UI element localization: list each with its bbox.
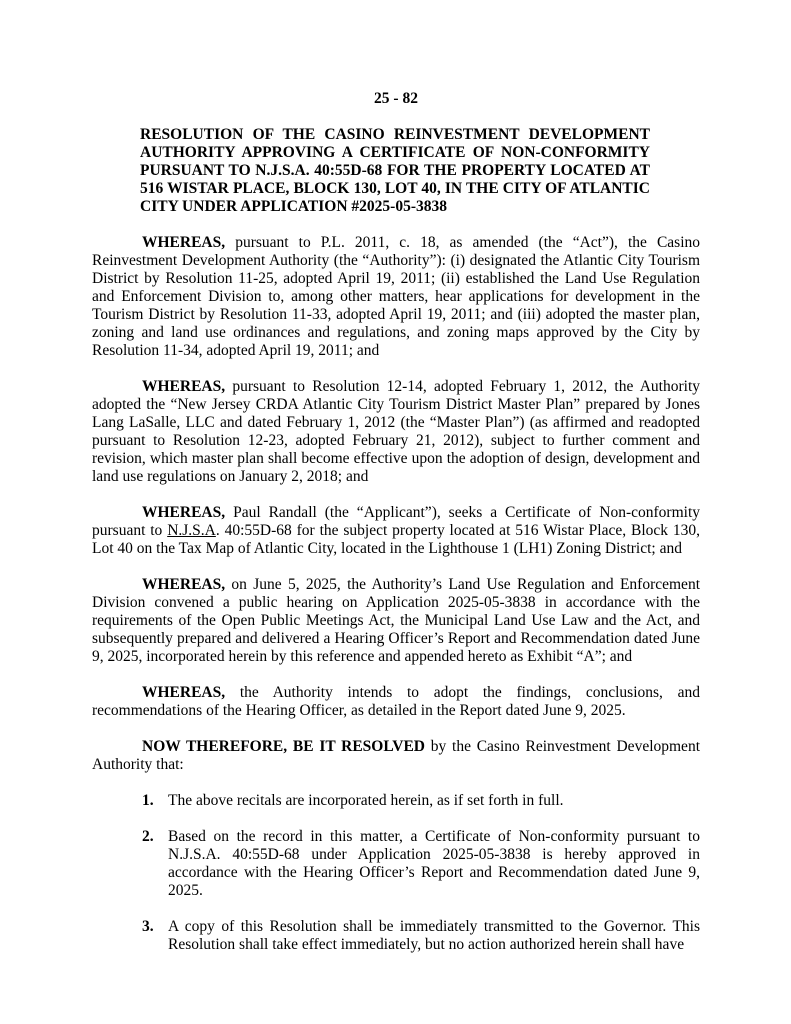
whereas-body: . 40:55D-68 for the subject property located at 516 Wistar Place, Block 130, Lot 40 on the Tax Map of Atlantic City, located in the Lighthouse 1 (LH1) Zoning District; and [92, 522, 700, 557]
whereas-body: the Authority intends to adopt the findings, conclusions, and recommendations of the Hearing Officer, as detailed in the Report dated June 9, 2025. [92, 684, 700, 719]
whereas-lead: WHEREAS, [142, 234, 226, 251]
item-text: The above recitals are incorporated herein, as if set forth in full. [168, 792, 564, 809]
resolution-number: 25 - 82 [374, 90, 418, 107]
whereas-lead: WHEREAS, [142, 576, 226, 593]
resolved-item-2 [142, 828, 700, 900]
statute-citation: N.J.S.A [167, 522, 216, 539]
whereas-clause-5 [92, 684, 700, 720]
item-number: 1. [142, 792, 154, 809]
item-text: A copy of this Resolution shall be immediately transmitted to the Governor. This Resolution shall take effect immediately, but no action authorized herein shall have [168, 918, 700, 953]
whereas-body: pursuant to P.L. 2011, c. 18, as amended (the “Act”), the Casino Reinvestment Development Authority (the “Authority”): (i) designated the Atlantic City Tourism District by Resolution 11-25, adopted April 19, 2011; (ii) established the Land Use Regulation and Enforcement Division to, among other matters, hear applications for development in the Tourism District by Resolution 11-33, adopted April 19, 2011; and (iii) adopted the master plan, zoning and land use ordinances and regulations, and zoning maps approved by the City by Resolution 11-34, adopted April 19, 2011; and [92, 234, 700, 359]
whereas-body: on June 5, 2025, the Authority’s Land Use Regulation and Enforcement Division convened a public hearing on Application 2025-05-3838 in accordance with the requirements of the Open Public Meetings Act, the Municipal Land Use Law and the Act, and subsequently prepared and delivered a Hearing Officer’s Report and Recommendation dated June 9, 2025, incorporated herein by this reference and appended hereto as Exhibit “A”; and [92, 576, 700, 665]
item-text: Based on the record in this matter, a Certificate of Non-conformity pursuant to N.J.S.A. 40:55D-68 under Application 2025-05-3838 is hereby approved in accordance with the Hearing Officer’s Report and Recommendation dated June 9, 2025. [168, 828, 700, 899]
whereas-clause-4 [92, 576, 700, 666]
whereas-lead: WHEREAS, [142, 684, 226, 701]
resolved-lead: NOW THEREFORE, BE IT RESOLVED [142, 738, 426, 755]
whereas-lead: WHEREAS, [142, 378, 226, 395]
whereas-clause-3 [92, 504, 700, 558]
whereas-body: Paul Randall (the “Applicant”), seeks a Certificate of Non-conformity pursuant to [92, 504, 700, 539]
resolved-clause [92, 738, 700, 774]
item-number: 2. [142, 828, 154, 845]
item-number: 3. [142, 918, 154, 935]
whereas-clause-1 [92, 234, 700, 360]
whereas-clause-2 [92, 378, 700, 486]
resolved-item-1 [142, 792, 700, 810]
whereas-body: pursuant to Resolution 12-14, adopted February 1, 2012, the Authority adopted the “New Jersey CRDA Atlantic City Tourism District Master Plan” prepared by Jones Lang LaSalle, LLC and dated February 1, 2012 (the “Master Plan”) (as affirmed and readopted pursuant to Resolution 12-23, adopted February 21, 2012), subject to further comment and revision, which master plan shall become effective upon the adoption of design, development and land use regulations on January 2, 2018; and [92, 378, 700, 485]
resolved-item-3 [142, 918, 700, 954]
whereas-lead: WHEREAS, [142, 504, 226, 521]
resolved-body: by the Casino Reinvestment Development Authority that: [92, 738, 700, 773]
resolution-title: RESOLUTION OF THE CASINO REINVESTMENT DEVELOPMENT AUTHORITY APPROVING A CERTIFICATE OF NON-CONFORMITY PURSUANT TO N.J.S.A. 40:55D-68 FOR THE PROPERTY LOCATED AT 516 WISTAR PLACE, BLOCK 130, LOT 40, IN THE CITY OF ATLANTIC CITY UNDER APPLICATION #2025-05-3838 [140, 126, 650, 215]
